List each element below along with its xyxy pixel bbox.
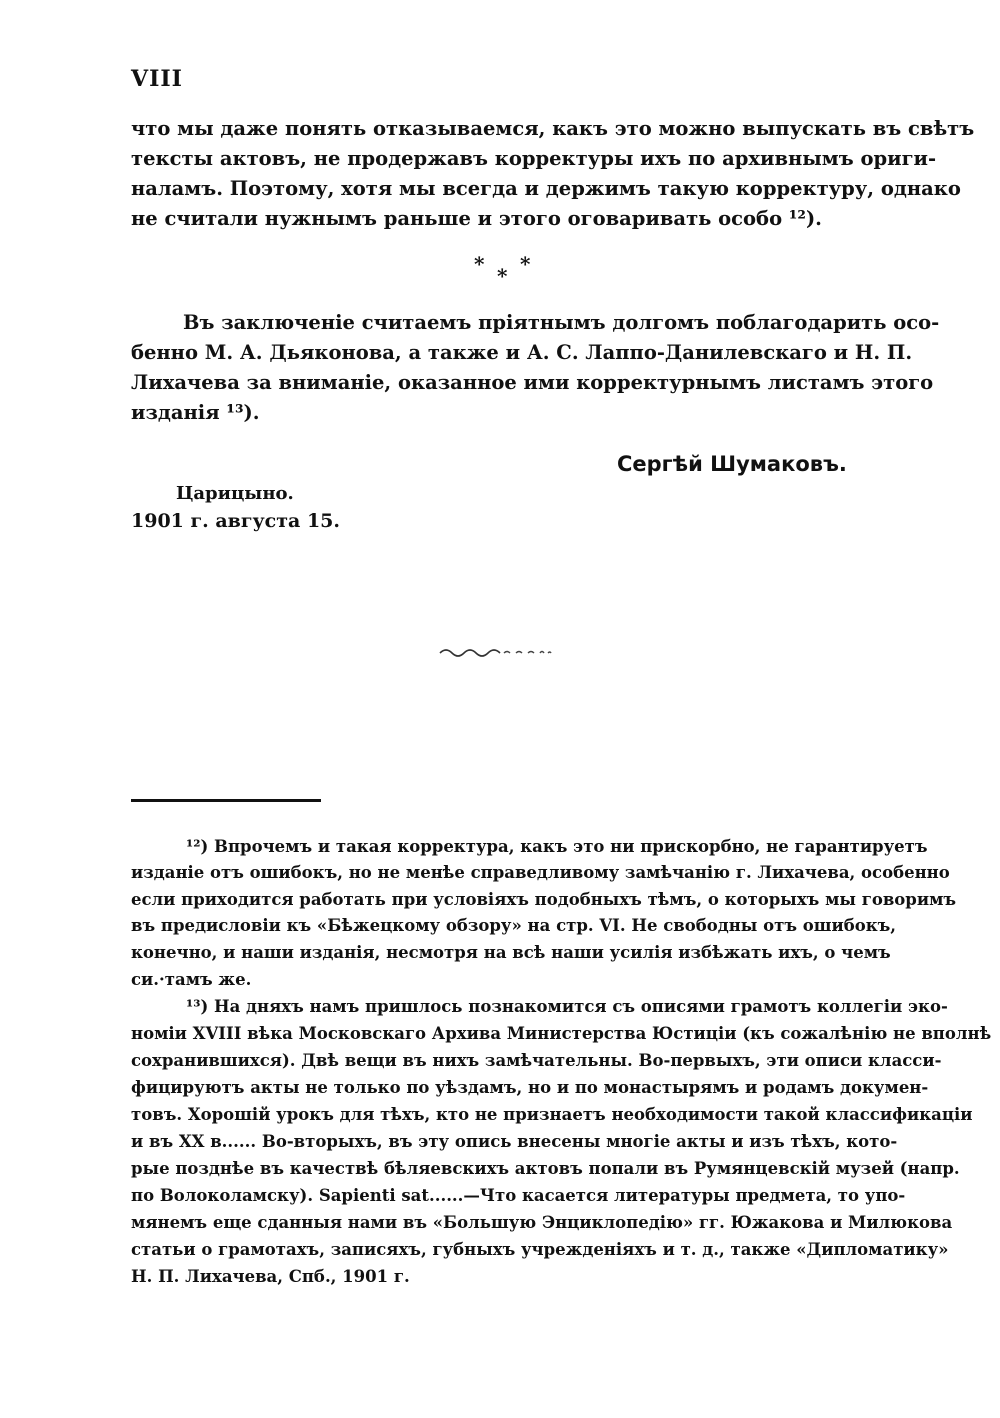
- footnote-line: номіи XVIII вѣка Московскаго Архива Министерства Юстиціи (къ сожалѣнію не вполнѣ: [131, 1024, 992, 1043]
- text-line: наламъ. Поэтому, хотя мы всегда и держимъ такую корректуру, однако: [131, 177, 961, 200]
- text-line: Въ заключеніе считаемъ пріятнымъ долгомъ поблагодарить осо-: [183, 311, 940, 334]
- footnote-line: ¹³) На дняхъ намъ пришлось познакомится съ описями грамотъ коллегіи эко-: [186, 997, 948, 1016]
- place-line: Царицыно.: [176, 483, 294, 504]
- footnote-line: рые позднѣе въ качествѣ бѣляевскихъ актовъ попали въ Румянцевскій музей (напр.: [131, 1159, 960, 1178]
- text-line: что мы даже понять отказываемся, какъ это можно выпускать въ свѣтъ: [131, 117, 975, 140]
- page-number: VIII: [131, 66, 183, 92]
- footnote-line: если приходится работать при условіяхъ подобныхъ тѣмъ, о которыхъ мы говоримъ: [131, 890, 957, 909]
- footnote-line: въ предисловіи къ «Бѣжецкому обзору» на стр. VI. Не свободны отъ ошибокъ,: [131, 916, 897, 935]
- author-signature: Сергѣй Шумаковъ.: [617, 452, 847, 476]
- text-line: Лихачева за вниманіе, оказанное ими корректурнымъ листамъ этого: [131, 371, 934, 394]
- footnote-line: товъ. Хорошій урокъ для тѣхъ, кто не признаетъ необходимости такой классификаціи: [131, 1105, 973, 1124]
- footnote-line: конечно, и наши изданія, несмотря на всѣ наши усилія избѣжать ихъ, о чемъ: [131, 943, 891, 962]
- footnote-line: сохранившихся). Двѣ вещи въ нихъ замѣчательны. Во-первыхъ, эти описи класси-: [131, 1051, 942, 1070]
- footnote-line: си.·тамъ же.: [131, 970, 252, 989]
- text-line: не считали нужнымъ раньше и этого оговаривать особо ¹²).: [131, 207, 822, 230]
- text-line: изданія ¹³).: [131, 401, 260, 424]
- ornament-divider: [438, 645, 556, 659]
- footnote-line: ¹²) Впрочемъ и такая корректура, какъ это ни прискорбно, не гарантируетъ: [186, 837, 928, 856]
- asterism-separator: [470, 252, 540, 288]
- text-line: тексты актовъ, не продержавъ корректуры ихъ по архивнымъ ориги-: [131, 147, 937, 170]
- text-line: бенно М. А. Дьяконова, а также и А. С. Лаппо-Данилевскаго и Н. П.: [131, 341, 913, 364]
- date-line: 1901 г. августа 15.: [131, 510, 341, 532]
- footnote-line: Н. П. Лихачева, Спб., 1901 г.: [131, 1267, 410, 1286]
- footnote-line: мянемъ еще сданныя нами въ «Большую Энциклопедію» гг. Южакова и Милюкова: [131, 1213, 953, 1232]
- footnote-line: и въ XX в...... Во-вторыхъ, въ эту опись внесены многіе акты и изъ тѣхъ, кото-: [131, 1132, 898, 1151]
- star: *: [474, 252, 485, 276]
- footnote-line: изданіе отъ ошибокъ, но не менѣе справедливому замѣчанію г. Лихачева, особенно: [131, 863, 950, 882]
- footnote-line: фицируютъ акты не только по уѣздамъ, но и по монастырямъ и родамъ докумен-: [131, 1078, 929, 1097]
- footnote-line: по Волоколамску). Sapienti sat......—Что касается литературы предмета, то упо-: [131, 1186, 906, 1205]
- footnote-line: статьи о грамотахъ, записяхъ, губныхъ учрежденіяхъ и т. д., также «Дипломатику»: [131, 1240, 949, 1259]
- star: *: [497, 264, 508, 288]
- star: *: [520, 252, 531, 276]
- footnote-rule: [131, 799, 321, 802]
